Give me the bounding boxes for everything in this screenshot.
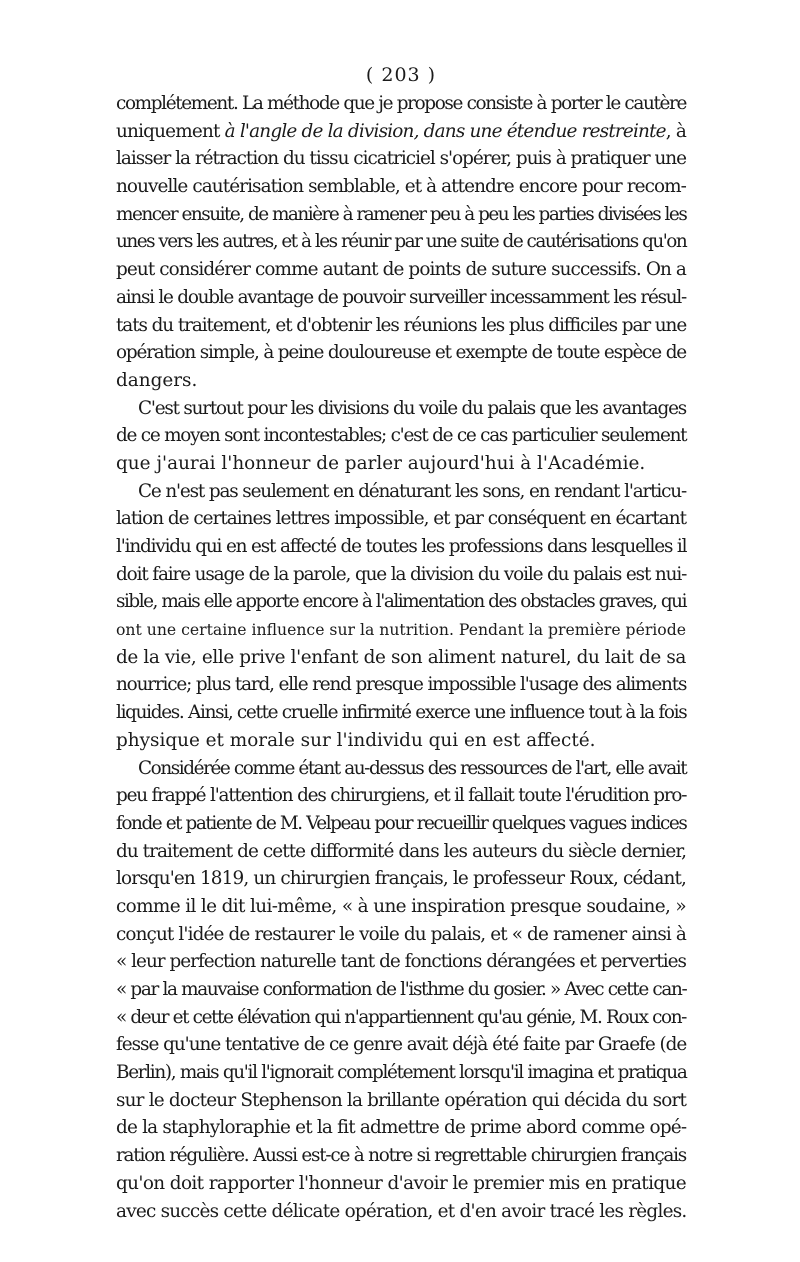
text-line: « par la mauvaise conformation de l'isthme du gosier. » Avec cette can- — [116, 979, 687, 1000]
text-line: qu'on doit rapporter l'honneur d'avoir le premier mis en pratique — [116, 1172, 686, 1194]
text-line: dangers. — [116, 369, 198, 391]
body-text — [116, 90, 686, 1225]
text-line: peu frappé l'attention des chirurgiens, et il fallait toute l'érudition pro- — [116, 785, 687, 807]
text-line: complétement. La méthode que je propose consiste à porter le cautère — [116, 93, 686, 114]
text-line: de la staphyloraphie et la fit admettre de prime abord comme opé- — [116, 1117, 687, 1139]
text-line: nourrice; plus tard, elle rend presque impossible l'usage des aliments — [116, 674, 687, 696]
text-line: doit faire usage de la parole, que la division du voile du palais est nui- — [116, 563, 687, 585]
text-line: de la vie, elle prive l'enfant de son aliment naturel, du lait de sa — [116, 646, 686, 668]
text-line: nouvelle cautérisation semblable, et à attendre encore pour recom- — [116, 176, 686, 198]
text-line: Berlin), mais qu'il l'ignorait complétement lorsqu'il imagina et pratiqua — [116, 1062, 687, 1084]
text-line: peut considérer comme autant de points de suture successifs. On a — [116, 259, 686, 281]
text-line: lorsqu'en 1819, un chirurgien français, le professeur Roux, cédant, — [116, 868, 686, 890]
text-line: « leur perfection naturelle tant de fonctions dérangées et perverties — [116, 951, 686, 973]
text-line: physique et morale sur l'individu qui en est affecté. — [116, 729, 596, 751]
text-line: ont une certaine influence sur la nutrition. Pendant la première période — [116, 620, 686, 640]
text-line: fesse qu'une tentative de ce genre avait déjà été faite par Graefe (de — [116, 1034, 687, 1056]
text-line: tats du traitement, et d'obtenir les réunions les plus difficiles par une — [116, 314, 687, 336]
text-line: sur le docteur Stephenson la brillante opération qui décida du sort — [116, 1089, 687, 1111]
book-page — [116, 60, 686, 1225]
text-line: ration régulière. Aussi est-ce à notre si regrettable chirurgien français — [116, 1145, 686, 1167]
text-line — [116, 118, 686, 146]
text-line: C'est surtout pour les divisions du voile du palais que les avantages — [138, 397, 686, 419]
text-line: Ce n'est pas seulement en dénaturant les sons, en rendant l'articu- — [138, 480, 686, 502]
text-line: unes vers les autres, et à les réunir par une suite de cautérisations qu'on — [116, 231, 687, 253]
text-run: , à — [665, 120, 686, 142]
page-number: ( 203 ) — [365, 64, 437, 86]
italic-text-run: à l'angle de la division, dans une étendue restreinte — [224, 120, 666, 142]
text-line: liquides. Ainsi, cette cruelle infirmité exerce une influence tout à la fois — [116, 702, 687, 724]
text-line: conçut l'idée de restaurer le voile du palais, et « de ramener ainsi à — [116, 923, 686, 945]
text-line: sible, mais elle apporte encore à l'alimentation des obstacles graves, qui — [116, 591, 686, 613]
text-line: de ce moyen sont incontestables; c'est de ce cas particulier seulement — [116, 425, 687, 447]
text-line: opération simple, à peine douloureuse et exempte de toute espèce de — [116, 342, 686, 364]
text-line: Considérée comme étant au-dessus des ressources de l'art, elle avait — [138, 757, 687, 779]
text-line: mencer ensuite, de manière à ramener peu à peu les parties divisées les — [116, 203, 687, 225]
text-line: lation de certaines lettres impossible, et par conséquent en écartant — [116, 508, 686, 530]
text-line: comme il le dit lui-même, « à une inspiration presque soudaine, » — [116, 895, 687, 917]
text-line: ainsi le double avantage de pouvoir surveiller incessamment les résul- — [116, 286, 686, 308]
text-line: laisser la rétraction du tissu cicatriciel s'opérer, puis à pratiquer une — [116, 148, 687, 170]
text-run: uniquement — [116, 120, 225, 142]
text-line: du traitement de cette difformité dans les auteurs du siècle dernier, — [116, 840, 687, 862]
text-line: l'individu qui en est affecté de toutes les professions dans lesquelles il — [116, 536, 687, 557]
text-line: avec succès cette délicate opération, et d'en avoir tracé les règles. — [116, 1200, 687, 1222]
text-line: fonde et patiente de M. Velpeau pour recueillir quelques vagues indices — [116, 812, 687, 834]
text-line: « deur et cette élévation qui n'appartiennent qu'au génie, M. Roux con- — [116, 1006, 686, 1028]
text-line: que j'aurai l'honneur de parler aujourd'hui à l'Académie. — [116, 452, 646, 474]
